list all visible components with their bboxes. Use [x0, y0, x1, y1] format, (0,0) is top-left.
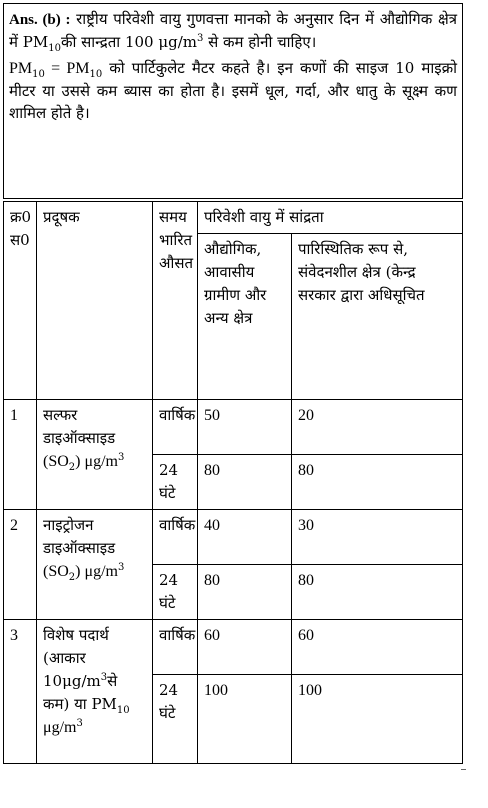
pollutant-formula-sub: 2 — [68, 572, 76, 583]
header-pollutant: प्रदूषक — [37, 202, 153, 400]
header-industrial-area: औद्योगिक, आवासीय ग्रामीण और अन्य क्षेत्र — [198, 234, 292, 400]
pollutant-cell — [37, 400, 153, 510]
time-annual-cell: वार्षिक — [153, 400, 198, 455]
pm-label-1: PM — [9, 60, 33, 77]
edge-tick-mark — [461, 769, 466, 770]
answer-text-a: राष्ट्रीय परिवेशी वायु गुणवत्ता मानको के अनुसार दिन में औद्योगिक क्षेत्र में PM — [9, 10, 458, 51]
table-row — [4, 510, 463, 565]
time-daily-cell: 24 घंटे — [153, 675, 198, 764]
annual-industrial-value: 50 — [198, 400, 292, 455]
pollutant-name-a: विशेष पदार्थ (आकार 10μg/m — [43, 626, 109, 690]
table-row — [4, 620, 463, 675]
header-sensitive-area: पारिस्थितिक रूप से, संवेदनशील क्षेत्र (केन्द्र सरकार द्वारा अधिसूचित — [292, 234, 463, 400]
header-time-weighted: समय भारित औसत — [153, 202, 198, 400]
pollutant-cell — [37, 510, 153, 620]
pm-subscript-2: 10 — [89, 69, 103, 80]
annual-industrial-value: 60 — [198, 620, 292, 675]
time-daily-cell: 24 घंटे — [153, 565, 198, 620]
serial-cell: 2 — [4, 510, 37, 620]
answer-subscript: 10 — [48, 43, 61, 54]
pollutant-name: सल्फर डाइऑक्साइड — [43, 406, 116, 447]
pollutant-formula-b: ) μg/m — [75, 563, 118, 580]
pm-subscript-1: 10 — [32, 69, 45, 80]
header-concentration: परिवेशी वायु में सांद्रता — [198, 202, 463, 234]
answer-text-c: से कम होनी चाहिए। — [203, 33, 317, 51]
pollutant-formula-a: (SO — [43, 563, 69, 580]
air-quality-table — [3, 201, 463, 764]
pollutant-formula-sup: 3 — [117, 562, 125, 573]
table-row — [4, 400, 463, 455]
pollutant-name-b: से कम) या PM — [43, 672, 118, 713]
time-annual-cell: वार्षिक — [153, 510, 198, 565]
answer-text-b: की सान्द्रता 100 μg/m — [60, 33, 197, 51]
serial-cell: 1 — [4, 400, 37, 510]
answer-paragraph-1 — [9, 8, 457, 53]
pm-equals: = PM — [44, 60, 90, 77]
pollutant-formula-b: ) μg/m — [75, 453, 118, 470]
answer-lead: Ans. (b) : — [9, 12, 71, 28]
annual-sensitive-value: 20 — [292, 400, 463, 455]
pollutant-name-sup: 3 — [100, 672, 108, 683]
time-daily-cell: 24 घंटे — [153, 455, 198, 510]
annual-sensitive-value: 30 — [292, 510, 463, 565]
pollutant-name-sup2: 3 — [76, 718, 83, 729]
annual-industrial-value: 40 — [198, 510, 292, 565]
pollutant-name-sub: 10 — [116, 705, 130, 716]
pollutant-cell — [37, 620, 153, 764]
pollutant-name: नाइट्रोजन डाइऑक्साइड — [43, 516, 116, 557]
daily-sensitive-value: 80 — [292, 455, 463, 510]
pollutant-name-c: μg/m — [43, 719, 77, 736]
header-row — [4, 202, 463, 234]
pollutant-formula-sup: 3 — [117, 452, 125, 463]
header-serial: क्र0 स0 — [4, 202, 37, 400]
pollutant-formula-a: (SO — [43, 453, 69, 470]
pollutant-formula-sub: 2 — [68, 462, 76, 473]
daily-industrial-value: 100 — [198, 675, 292, 764]
answer-paragraph-2 — [9, 57, 457, 124]
answer-box — [3, 3, 463, 199]
daily-sensitive-value: 80 — [292, 565, 463, 620]
time-annual-cell: वार्षिक — [153, 620, 198, 675]
answer-superscript: 3 — [196, 33, 204, 44]
daily-sensitive-value: 100 — [292, 675, 463, 764]
daily-industrial-value: 80 — [198, 455, 292, 510]
daily-industrial-value: 80 — [198, 565, 292, 620]
serial-cell: 3 — [4, 620, 37, 764]
pm-description: को पार्टिकुलेट मैटर कहते है। इन कणों की साइज 10 माइक्रो मीटर या उससे कम ब्यास का होता है। इसमें धूल, गर्दा, और धातु के सूक्ष्म कण शामिल होते है। — [9, 59, 457, 122]
annual-sensitive-value: 60 — [292, 620, 463, 675]
